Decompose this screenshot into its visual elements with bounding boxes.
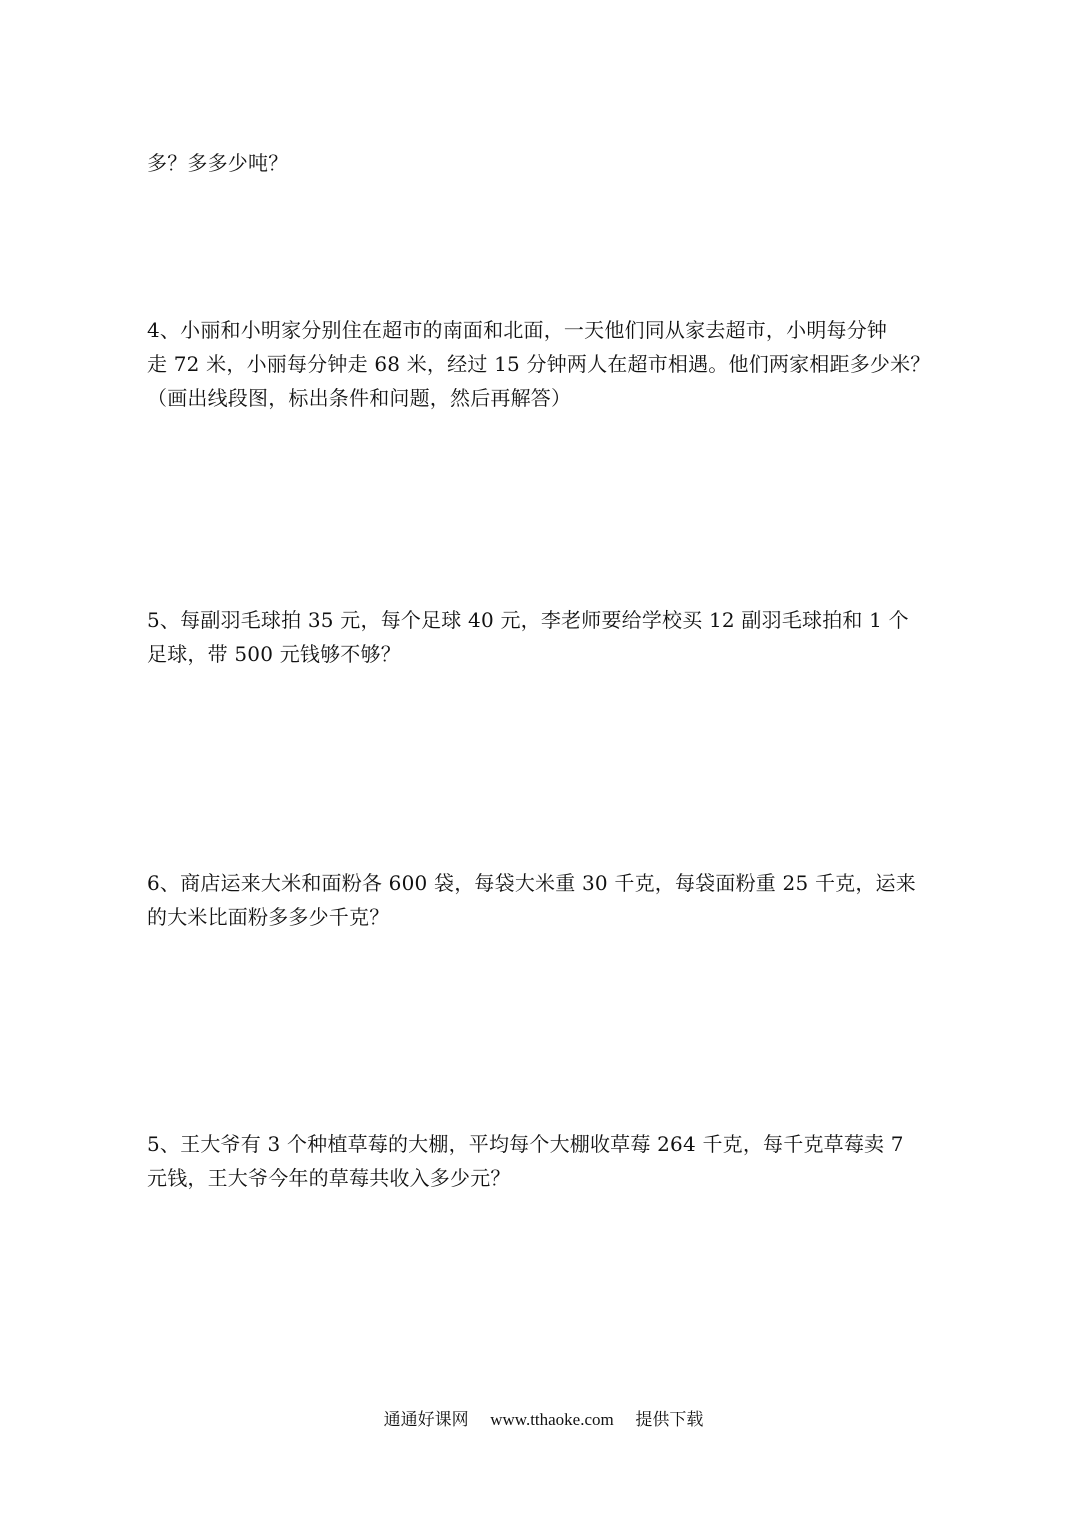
problem-5-strawberry xyxy=(147,1127,947,1195)
problem-text-line: 多？多多少吨？ xyxy=(147,151,289,175)
problem-text-line: 4、小丽和小明家分别住在超市的南面和北面，一天他们同从家去超市，小明每分钟 xyxy=(147,318,888,342)
problem-5-badminton xyxy=(147,603,947,671)
previous-problem-continuation xyxy=(147,146,947,180)
page-footer xyxy=(0,1406,1087,1434)
problem-text-line: 5、每副羽毛球拍 35 元，每个足球 40 元，李老师要给学校买 12 副羽毛球拍和 1 个 xyxy=(147,608,909,632)
footer-download-text: 提供下载 xyxy=(635,1410,704,1430)
problem-text-line: 的大米比面粉多多少千克？ xyxy=(147,905,390,929)
problem-text-line: 元钱，王大爷今年的草莓共收入多少元？ xyxy=(147,1166,511,1190)
problem-text-line: 5、王大爷有 3 个种植草莓的大棚，平均每个大棚收草莓 264 千克，每千克草莓卖 7 xyxy=(147,1132,904,1156)
problem-text-line: 6、商店运来大米和面粉各 600 袋，每袋大米重 30 千克，每袋面粉重 25 千克，运来 xyxy=(147,871,916,895)
footer-url-link[interactable]: www.tthaoke.com xyxy=(490,1410,614,1429)
problem-6 xyxy=(147,866,947,934)
problem-instruction-line: （画出线段图，标出条件和问题，然后再解答） xyxy=(147,386,572,410)
problem-4 xyxy=(147,313,947,415)
problem-text-line: 足球，带 500 元钱够不够？ xyxy=(147,642,401,666)
footer-site-name: 通通好课网 xyxy=(383,1410,469,1430)
problem-text-line: 走 72 米，小丽每分钟走 68 米，经过 15 分钟两人在超市相遇。他们两家相距多少米？ xyxy=(147,352,931,376)
